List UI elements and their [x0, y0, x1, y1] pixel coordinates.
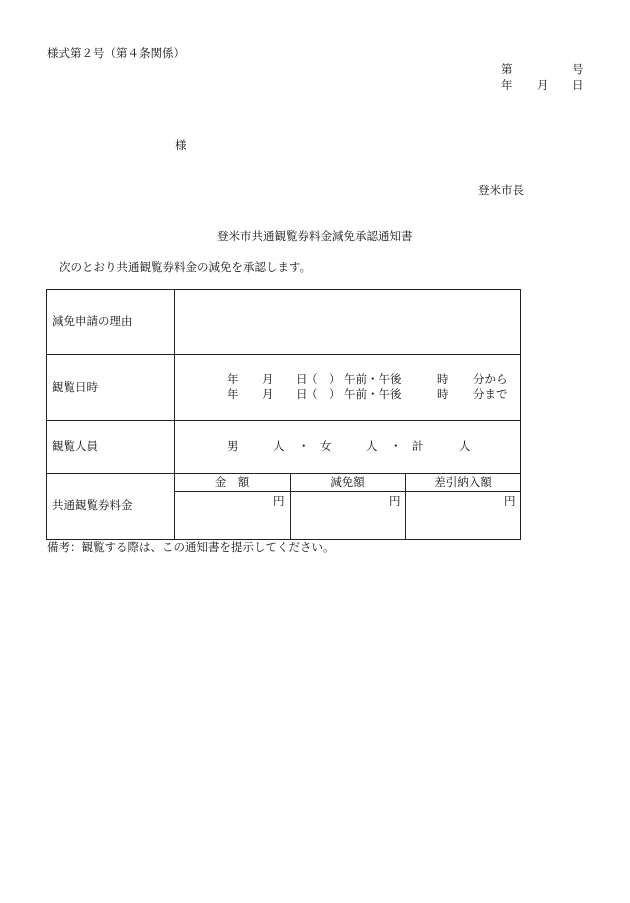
yen-unit: 円 [389, 494, 401, 508]
table-divider [46, 420, 521, 421]
datetime-label: 観覧日時 [52, 380, 98, 394]
female-label: 女 [320, 439, 332, 453]
total-label: 計 [412, 439, 424, 453]
hour-unit: 時 [437, 387, 449, 401]
label-column-divider [174, 289, 175, 540]
fee-header-amount: 金 額 [214, 475, 250, 489]
table-divider [46, 354, 521, 355]
month-unit: 月 [262, 372, 274, 386]
year-unit: 年 [227, 387, 239, 401]
fee-label: 共通観覧券料金 [52, 498, 133, 512]
hour-unit: 時 [437, 372, 449, 386]
date-day: 日 [572, 78, 584, 92]
ampm-choice: 午前・午後 [344, 387, 402, 401]
minute-from: 分から [473, 372, 508, 386]
year-unit: 年 [227, 372, 239, 386]
minute-to: 分まで [473, 387, 508, 401]
issuer: 登米市長 [478, 183, 524, 197]
day-unit: 日 [296, 387, 308, 401]
ampm-choice: 午前・午後 [344, 372, 402, 386]
table-divider [46, 473, 521, 474]
intro-text: 次のとおり共通観覧券料金の減免を承認します。 [59, 260, 312, 274]
fee-header-net: 差引納入額 [434, 475, 492, 489]
weekday-paren: （ ） [306, 372, 341, 386]
person-unit: 人 [273, 439, 285, 453]
yen-unit: 円 [504, 494, 516, 508]
person-unit: 人 [366, 439, 378, 453]
separator-dot: ・ [298, 439, 310, 453]
fee-header-reduction: 減免額 [330, 475, 365, 489]
document-title: 登米市共通観覧券料金減免承認通知書 [217, 229, 413, 243]
weekday-paren: （ ） [306, 387, 341, 401]
reason-label: 減免申請の理由 [52, 314, 133, 328]
person-unit: 人 [459, 439, 471, 453]
form-number: 様式第２号（第４条関係） [47, 46, 185, 60]
month-unit: 月 [262, 387, 274, 401]
doc-number-suffix: 号 [572, 62, 584, 76]
date-year: 年 [501, 78, 513, 92]
yen-unit: 円 [273, 494, 285, 508]
remarks-note: 備考：観覧する際は、この通知書を提示してください。 [47, 540, 335, 554]
separator-dot: ・ [390, 439, 402, 453]
male-label: 男 [227, 439, 239, 453]
addressee-suffix: 様 [175, 138, 187, 152]
doc-number-prefix: 第 [501, 62, 513, 76]
fee-header-divider [174, 491, 521, 492]
date-month: 月 [537, 78, 549, 92]
people-label: 観覧人員 [52, 439, 98, 453]
day-unit: 日 [296, 372, 308, 386]
